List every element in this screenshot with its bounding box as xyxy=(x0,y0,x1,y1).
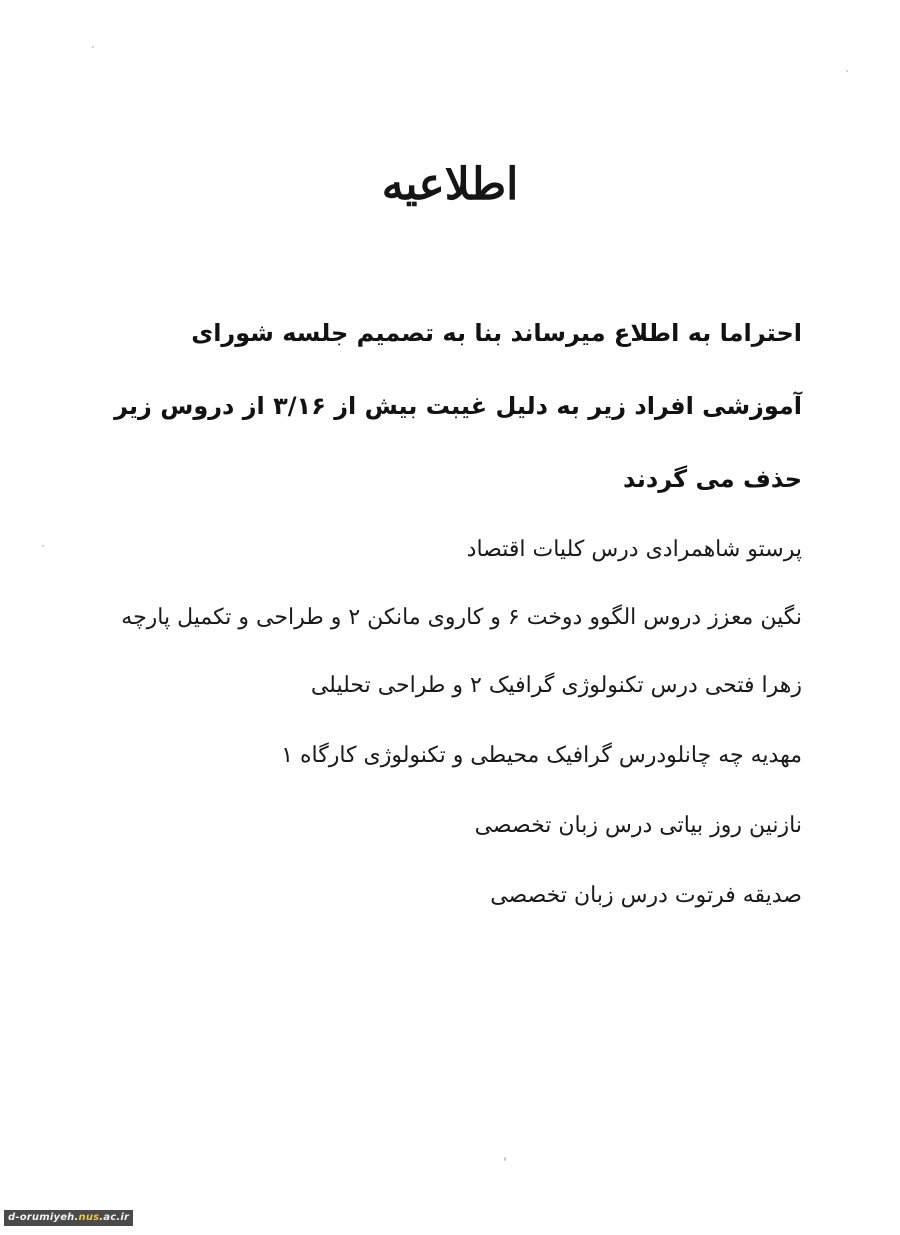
list-item: مهدیه چه چانلودرس گرافیک محیطی و تکنولوژی کارگاه ۱ xyxy=(281,743,802,768)
site-watermark xyxy=(4,1210,133,1226)
watermark-suffix: .ac.ir xyxy=(99,1212,130,1223)
removed-students-list xyxy=(102,515,802,931)
list-item: زهرا فتحی درس تکنولوژی گرافیک ۲ و طراحی تحلیلی xyxy=(310,673,802,698)
scan-speck xyxy=(42,545,44,547)
list-item: پرستو شاهمرادی درس کلیات اقتصاد xyxy=(466,537,802,562)
notice-title: اطلاعیه xyxy=(381,159,519,210)
watermark-prefix: d-orumiyeh. xyxy=(8,1212,79,1223)
scan-speck xyxy=(92,46,94,48)
list-item: نگین معزز دروس الگوو دوخت ۶ و کاروی مانکن ۲ و طراحی و تکمیل پارچه xyxy=(121,605,802,630)
list-item: صدیقه فرتوت درس زبان تخصصی xyxy=(490,883,802,908)
scan-speck xyxy=(846,70,848,72)
watermark-accent: nus xyxy=(78,1212,100,1223)
list-item: نازنین روز بیاتی درس زبان تخصصی xyxy=(474,813,802,838)
notice-intro-paragraph: احتراما به اطلاع میرساند بنا به تصمیم جلسه شورای آموزشی افراد زیر به دلیل غیبت بیش از ۳/۱۶ از دروس زیر حذف می گردند xyxy=(114,319,802,493)
scan-speck xyxy=(504,1157,506,1161)
